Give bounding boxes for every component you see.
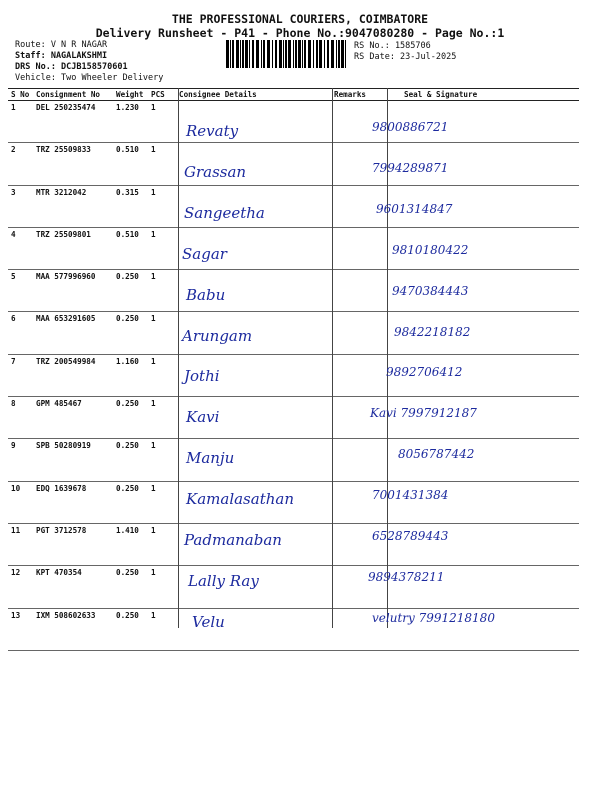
table-row — [8, 439, 579, 481]
row-consignment-no: GPM 485467 — [33, 397, 113, 439]
header-right-block — [354, 41, 456, 63]
row-remarks — [331, 439, 386, 481]
table-row — [8, 566, 579, 608]
row-consignment-no: MAA 577996960 — [33, 270, 113, 312]
consignee-name-handwritten: Velu — [192, 612, 225, 631]
consignee-name-handwritten: Arungam — [182, 326, 253, 345]
row-remarks — [331, 227, 386, 269]
document-title: THE PROFESSIONAL COURIERS, COIMBATORE — [171, 12, 429, 26]
row-remarks — [331, 270, 386, 312]
col-header-pcs: PCS — [148, 89, 176, 101]
row-remarks — [331, 312, 386, 354]
row-weight: 0.510 — [113, 227, 148, 269]
table-row — [8, 227, 579, 269]
rs-number: RS No.: 1585706 — [354, 41, 431, 51]
row-consignment-no: SPB 50280919 — [33, 439, 113, 481]
row-consignment-no: IXM 508602633 — [33, 608, 113, 650]
row-pcs: 1 — [148, 608, 176, 650]
row-remarks — [331, 354, 386, 396]
signature-handwritten: Kavi 7997912187 — [370, 406, 477, 421]
staff-label: Staff: NAGALAKSHMI — [15, 51, 108, 61]
document-subtitle: Delivery Runsheet - P41 - Phone No.:9047080280 - Page No.:1 — [95, 26, 505, 40]
table-row — [8, 101, 579, 143]
row-pcs: 1 — [148, 143, 176, 185]
row-pcs: 1 — [148, 101, 176, 143]
row-consignment-no: KPT 470354 — [33, 566, 113, 608]
vehicle-label: Vehicle: Two Wheeler Delivery — [15, 73, 164, 83]
signature-handwritten: velutry 7991218180 — [372, 610, 495, 625]
row-pcs: 1 — [148, 354, 176, 396]
row-weight: 0.510 — [113, 143, 148, 185]
signature-handwritten: 9892706412 — [386, 365, 463, 380]
row-weight: 0.250 — [113, 608, 148, 650]
consignee-name-handwritten: Manju — [186, 449, 235, 468]
row-consignment-no: EDQ 1639678 — [33, 481, 113, 523]
rs-date: RS Date: 23-Jul-2025 — [354, 52, 457, 62]
column-divider — [178, 88, 179, 628]
consignee-name-handwritten: Kavi — [186, 408, 220, 427]
row-consignment-no: MAA 653291605 — [33, 312, 113, 354]
drs-number: DRS No.: DCJB158570601 — [15, 62, 128, 72]
signature-handwritten: 9894378211 — [368, 569, 445, 584]
row-weight: 1.410 — [113, 523, 148, 565]
row-sno: 13 — [8, 608, 33, 650]
row-pcs: 1 — [148, 523, 176, 565]
signature-handwritten: 6528789443 — [372, 529, 449, 543]
runsheet-table — [8, 88, 579, 651]
row-consignment-no: DEL 250235474 — [33, 101, 113, 143]
col-header-remarks: Remarks — [331, 89, 386, 101]
table-row — [8, 312, 579, 354]
table-row — [8, 143, 579, 185]
row-weight: 1.230 — [113, 101, 148, 143]
consignee-name-handwritten: Babu — [186, 285, 226, 304]
table-row — [8, 523, 579, 565]
row-weight: 0.250 — [113, 566, 148, 608]
row-sno: 5 — [8, 270, 33, 312]
row-weight: 0.250 — [113, 397, 148, 439]
row-sno: 8 — [8, 397, 33, 439]
row-pcs: 1 — [148, 270, 176, 312]
row-pcs: 1 — [148, 481, 176, 523]
row-pcs: 1 — [148, 566, 176, 608]
col-header-signature: Seal & Signature — [386, 89, 579, 101]
row-sno: 3 — [8, 185, 33, 227]
col-header-consignment: Consignment No — [33, 89, 113, 101]
col-header-consignee: Consignee Details — [176, 89, 331, 101]
row-weight: 1.160 — [113, 354, 148, 396]
consignee-name-handwritten: Revaty — [186, 122, 239, 140]
row-consignment-no: PGT 3712578 — [33, 523, 113, 565]
barcode-image — [226, 40, 348, 68]
column-divider — [332, 88, 333, 628]
consignee-name-handwritten: Grassan — [184, 162, 247, 181]
consignee-name-handwritten: Sangeetha — [184, 203, 265, 222]
row-weight: 0.250 — [113, 481, 148, 523]
row-weight: 0.315 — [113, 185, 148, 227]
table-row — [8, 397, 579, 439]
row-pcs: 1 — [148, 312, 176, 354]
row-sno: 10 — [8, 481, 33, 523]
signature-handwritten: 9800886721 — [372, 120, 449, 134]
row-sno: 7 — [8, 354, 33, 396]
header-left-block — [15, 40, 163, 84]
row-weight: 0.250 — [113, 270, 148, 312]
table-row — [8, 270, 579, 312]
signature-handwritten: 9601314847 — [376, 201, 453, 216]
row-weight: 0.250 — [113, 312, 148, 354]
consignee-name-handwritten: Jothi — [184, 367, 220, 386]
row-consignment-no: TRZ 25509801 — [33, 227, 113, 269]
col-header-weight: Weight — [113, 89, 148, 101]
signature-handwritten: 9470384443 — [392, 283, 469, 298]
row-sno: 6 — [8, 312, 33, 354]
row-sno: 4 — [8, 227, 33, 269]
table-row — [8, 354, 579, 396]
row-weight: 0.250 — [113, 439, 148, 481]
row-sno: 2 — [8, 143, 33, 185]
row-sno: 12 — [8, 566, 33, 608]
signature-handwritten: 8056787442 — [398, 447, 475, 462]
signature-handwritten: 9842218182 — [394, 324, 471, 339]
consignee-name-handwritten: Kamalasathan — [186, 490, 294, 509]
signature-handwritten: 9810180422 — [392, 242, 469, 257]
table-row — [8, 185, 579, 227]
consignee-name-handwritten: Lally Ray — [188, 571, 259, 590]
row-pcs: 1 — [148, 227, 176, 269]
row-pcs: 1 — [148, 439, 176, 481]
row-pcs: 1 — [148, 185, 176, 227]
col-header-sno: S No — [8, 89, 33, 101]
consignee-name-handwritten: Padmanaban — [184, 531, 282, 549]
row-sno: 11 — [8, 523, 33, 565]
signature-handwritten: 7001431384 — [372, 488, 449, 503]
consignee-name-handwritten: Sagar — [182, 244, 227, 263]
table-header-row — [8, 89, 579, 101]
row-consignment-no: MTR 3212042 — [33, 185, 113, 227]
signature-handwritten: 7994289871 — [372, 160, 449, 175]
row-consignment-no: TRZ 200549984 — [33, 354, 113, 396]
row-consignment-no: TRZ 25509833 — [33, 143, 113, 185]
row-sno: 9 — [8, 439, 33, 481]
row-sno: 1 — [8, 101, 33, 143]
route-label: Route: V N R NAGAR — [15, 40, 108, 50]
row-pcs: 1 — [148, 397, 176, 439]
